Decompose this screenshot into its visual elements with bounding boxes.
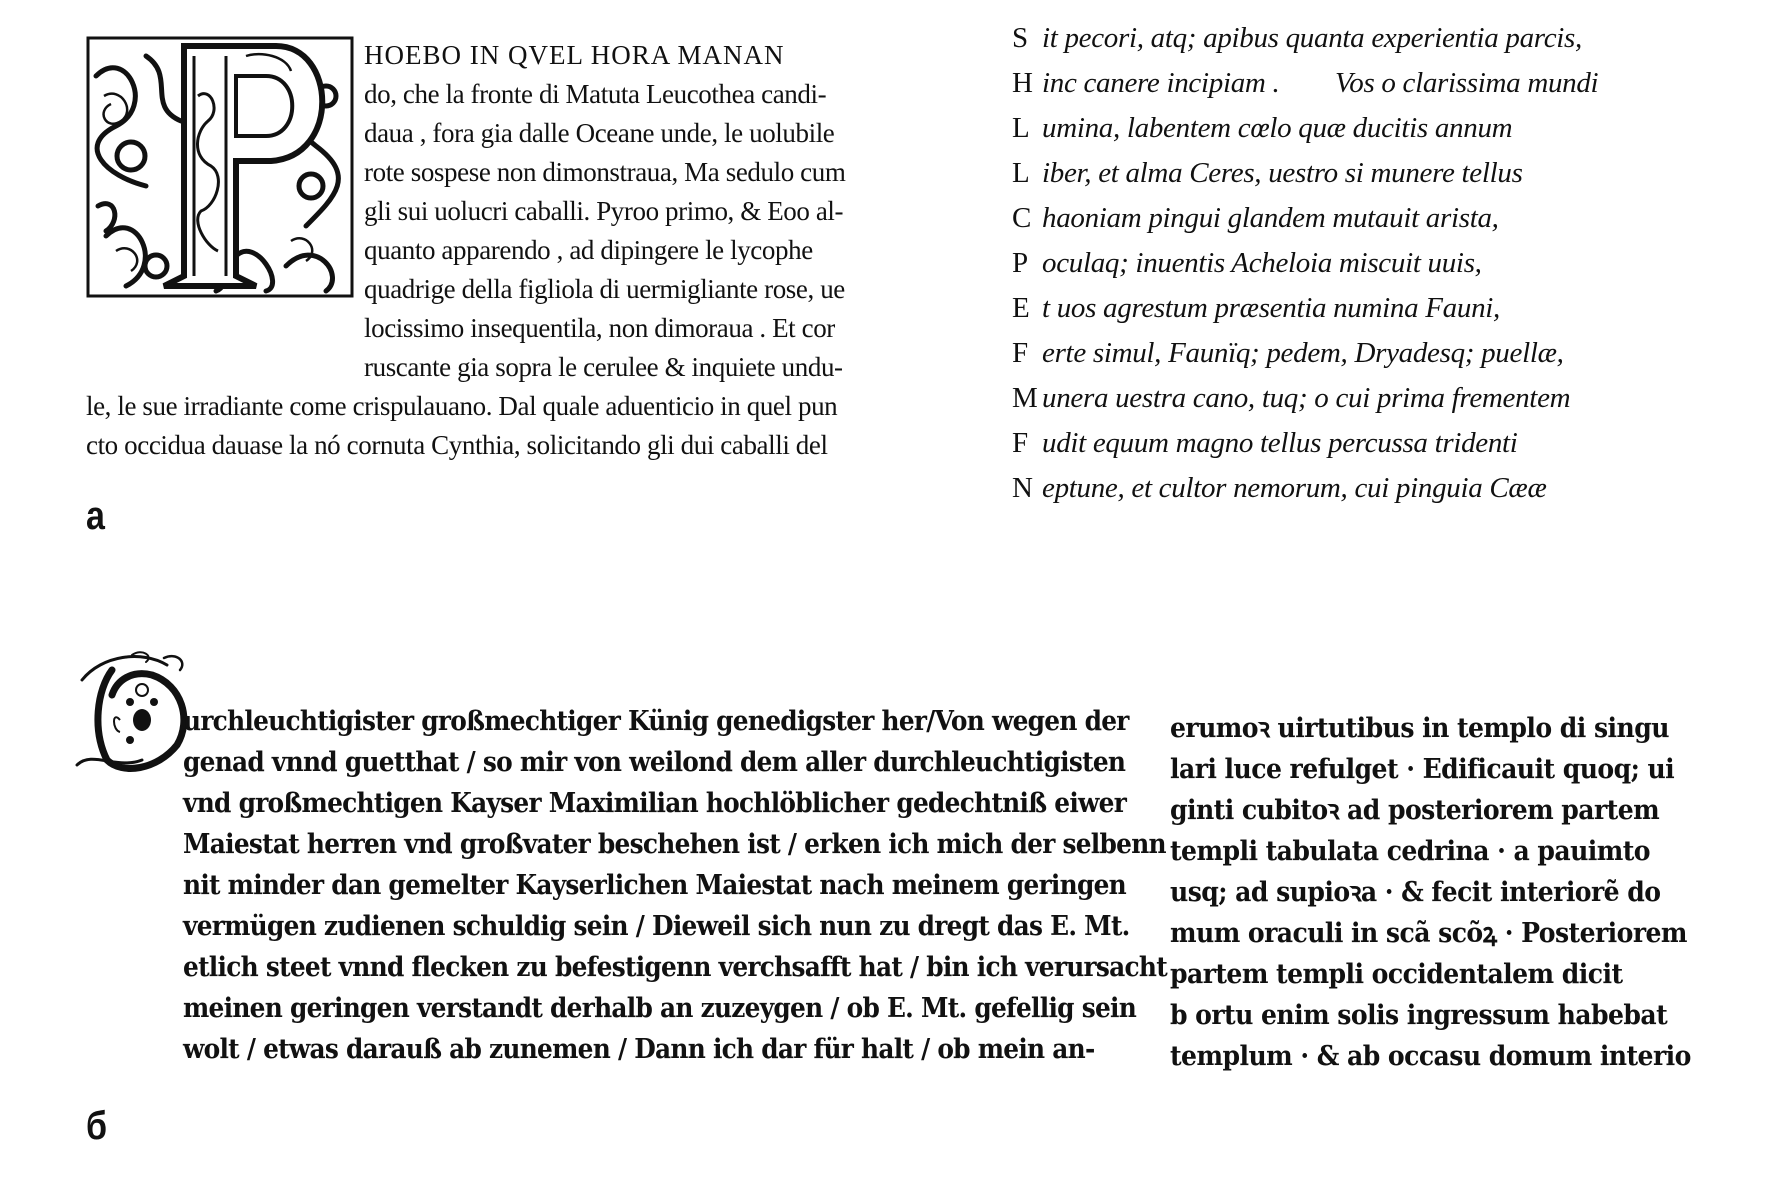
verse-line <box>1012 241 1712 286</box>
verse-capital: F <box>1012 337 1028 369</box>
verse-text: haoniam pingui glandem mutauit arista, <box>1042 202 1499 234</box>
text-line: meinen geringen verstandt derhalb an zuzeygen / ob E. Mt. gefellig sein <box>183 993 1137 1024</box>
text-line: usq; ad supioꝛa · & fecit interiorẽ do <box>1170 877 1661 908</box>
verse-capital: P <box>1012 247 1028 279</box>
text-line: vermügen zudienen schuldig sein / Dieweil sich nun zu dregt das E. Mt. <box>183 911 1130 942</box>
roman-text-full <box>86 387 866 465</box>
verse-line <box>1012 196 1712 241</box>
verse-capital: L <box>1012 112 1030 144</box>
verse-text: oculaq; inuentis Acheloia miscuit uuis, <box>1042 247 1482 279</box>
text-line: gli sui uolucri caballi. Pyroo primo, & Eoo al- <box>364 196 844 226</box>
verse-line <box>1012 286 1712 331</box>
text-line: ruscante gia sopra le cerulee & inquiete undu- <box>364 352 843 382</box>
text-line: b ortu enim solis ingressum habebat <box>1170 1000 1668 1031</box>
verse-capital: N <box>1012 472 1033 504</box>
text-line: quadrige della figliola di uermigliante rose, ue <box>364 274 845 304</box>
text-line: templi tabulata cedrina · a pauimto <box>1170 836 1650 867</box>
text-line: nit minder dan gemelter Kayserlichen Maiestat nach meinem geringen <box>183 870 1126 901</box>
panel-label-a: a <box>86 494 105 538</box>
verse-line <box>1012 331 1712 376</box>
verse-capital: C <box>1012 202 1032 234</box>
verse-capital: S <box>1012 22 1028 54</box>
text-line: vnd großmechtigen Kayser Maximilian hochlöblicher gedechtniß eiwer <box>183 788 1127 819</box>
ornamental-initial-p <box>86 36 354 298</box>
verse-capital: L <box>1012 157 1030 189</box>
verse-text: iber, et alma Ceres, uestro si munere tellus <box>1042 157 1523 189</box>
verse-text: erte simul, Faunïq; pedem, Dryadesq; puellæ, <box>1042 337 1564 369</box>
verse-text: umina, labentem cœlo quæ ducitis annum <box>1042 112 1513 144</box>
panel-label-b: б <box>86 1104 108 1148</box>
text-line: do, che la fronte di Matuta Leucothea candi- <box>364 79 827 109</box>
text-line: urchleuchtigister großmechtiger Künig genedigster her/Von wegen der <box>183 706 1129 737</box>
verse-capital: F <box>1012 427 1028 459</box>
verse-capital: E <box>1012 292 1030 324</box>
verse-text: eptune, et cultor nemorum, cui pinguia Cææ <box>1042 472 1547 504</box>
verse-capital: H <box>1012 67 1033 99</box>
text-line: partem templi occidentalem dicit <box>1170 959 1623 990</box>
text-line: ginti cubitoꝛ ad posteriorem partem <box>1170 795 1660 826</box>
roman-text-wrapped <box>364 36 864 387</box>
gothic-manuscript-text <box>1170 708 1709 1077</box>
text-line: daua , fora gia dalle Oceane unde, le uolubile <box>364 118 835 148</box>
text-line: erumoꝛ uirtutibus in templo di singu <box>1170 713 1669 744</box>
text-line: genad vnnd guetthat / so mir von weilond dem aller durchleuchtigisten <box>183 747 1126 778</box>
text-line: cto occidua dauase la nó cornuta Cynthia, solicitando gli dui caballi del <box>86 430 828 460</box>
text-line: mum oraculi in scã scõꝝ · Posteriorem <box>1170 918 1687 949</box>
fraktur-text <box>183 701 1167 1070</box>
text-line: Maiestat herren vnd großvater beschehen ist / erken ich mich der selbenn <box>183 829 1166 860</box>
verse-line <box>1012 466 1712 511</box>
verse-line <box>1012 61 1712 106</box>
text-line: templum · & ab occasu domum interio <box>1170 1041 1691 1072</box>
verse-line <box>1012 16 1712 61</box>
verse-line <box>1012 151 1712 196</box>
text-line: HOEBO IN QVEL HORA MANAN <box>364 40 785 70</box>
verse-text: udit equum magno tellus percussa tridenti <box>1042 427 1518 459</box>
verse-capital: M <box>1012 382 1038 414</box>
verse-text: t uos agrestum præsentia numina Fauni, <box>1042 292 1500 324</box>
text-line: lari luce refulget · Edificauit quoq; ui <box>1170 754 1675 785</box>
text-line: le, le sue irradiante come crispulauano. Dal quale aduenticio in quel pun <box>86 391 838 421</box>
verse-line <box>1012 376 1712 421</box>
verse-line <box>1012 421 1712 466</box>
text-line: rote sospese non dimonstraua, Ma sedulo cum <box>364 157 846 187</box>
italic-verse <box>1012 16 1712 511</box>
text-line: wolt / etwas darauß ab zunemen / Dann ich dar für halt / ob mein an- <box>183 1034 1095 1065</box>
text-line: quanto apparendo , ad dipingere le lycophe <box>364 235 813 265</box>
verse-line <box>1012 106 1712 151</box>
calligraphic-initial-d-icon <box>72 650 192 780</box>
verse-text: unera uestra cano, tuq; o cui prima frementem <box>1042 382 1571 414</box>
calligraphic-initial-d <box>72 650 192 780</box>
verse-text: inc canere incipiam . Vos o clarissima mundi <box>1042 67 1599 99</box>
verse-text: it pecori, atq; apibus quanta experientia parcis, <box>1042 22 1582 54</box>
text-line: locissimo insequentila, non dimoraua . Et cor <box>364 313 835 343</box>
text-line: etlich steet vnnd flecken zu befestigenn verchsafft hat / bin ich verursacht <box>183 952 1167 983</box>
ornamental-initial-p-icon <box>86 36 354 298</box>
